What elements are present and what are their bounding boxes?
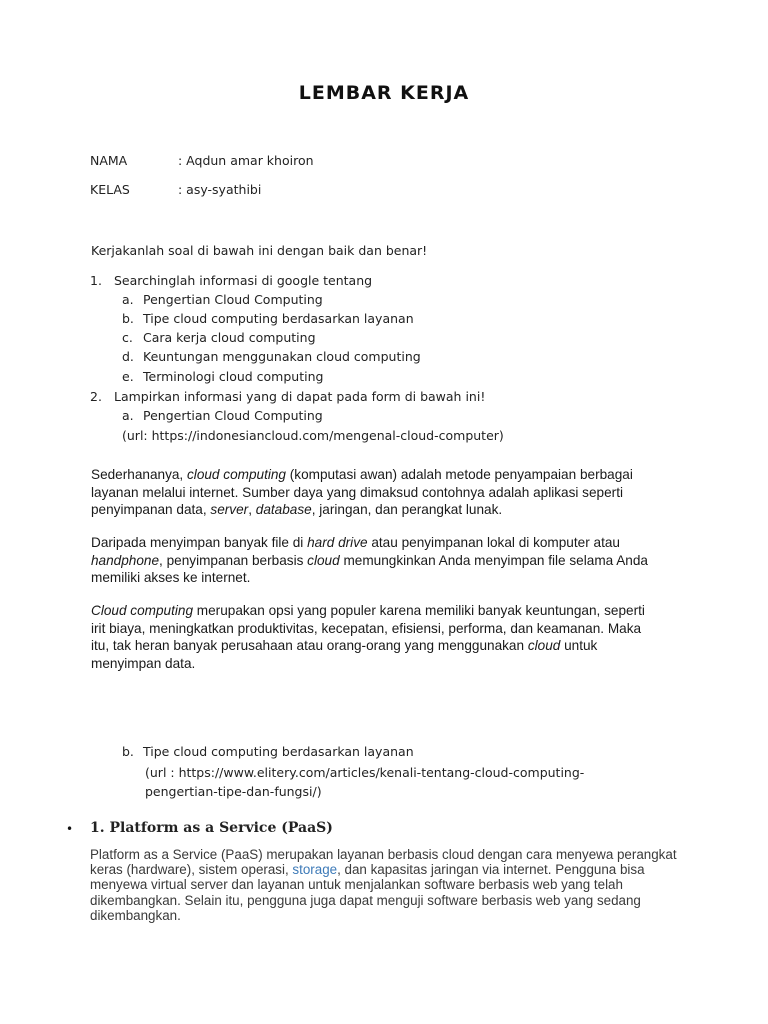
source-url: (url : https://www.elitery.com/articles/kenali-tentang-cloud-computing- <box>145 765 585 780</box>
question-1-text: Searchinglah informasi di google tentang <box>114 273 373 288</box>
paas-paragraph: Platform as a Service (PaaS) merupakan layanan berbasis cloud dengan cara menyewa perangkat keras (hardware), sistem operasi, storage, dan kapasitas jaringan via internet. Pengguna bisa menyewa virtual server dan layanan untuk menjalankan software berbasis web yang telah dikembangkan. Selain itu, pengguna juga dapat menguji software berbasis web yang sedang dikembangkan. <box>90 847 677 923</box>
instruction-text: Kerjakanlah soal di bawah ini dengan baik dan benar! <box>91 243 428 258</box>
kelas-row <box>90 182 261 197</box>
paragraph-3: Cloud computing merupakan opsi yang populer karena memiliki banyak keuntungan, seperti irit biaya, meningkatkan produktivitas, kecepatan, efisiensi, performa, dan keamanan. Maka itu, tak heran banyak perusahaan atau orang-orang yang menggunakan cloud untuk menyimpan data. <box>91 603 645 671</box>
source-url: (url: https://indonesiancloud.com/mengenal-cloud-computer) <box>122 428 504 443</box>
list-item: e. Terminologi cloud computing <box>122 369 324 384</box>
list-item: b. Tipe cloud computing berdasarkan layanan <box>122 311 414 326</box>
question-1-number: 1. <box>90 273 102 288</box>
list-item: c. Cara kerja cloud computing <box>122 330 316 345</box>
question-2-text: Lampirkan informasi yang di dapat pada form di bawah ini! <box>114 389 486 404</box>
paragraph-1: Sederhananya, cloud computing (komputasi awan) adalah metode penyampaian berbagai layanan melalui internet. Sumber daya yang dimaksud contohnya adalah aplikasi seperti penyimpanan data, server, database, jaringan, dan perangkat lunak. <box>91 467 633 517</box>
list-item: a. Pengertian Cloud Computing <box>122 408 323 423</box>
bullet-icon: • <box>66 822 74 836</box>
source-url: pengertian-tipe-dan-fungsi/) <box>145 784 322 799</box>
question-2-number: 2. <box>90 389 102 404</box>
kelas-label: KELAS <box>90 182 130 197</box>
question-2 <box>90 389 485 404</box>
section-b: b. Tipe cloud computing berdasarkan layanan <box>122 744 414 759</box>
list-item: d. Keuntungan menggunakan cloud computing <box>122 349 421 364</box>
kelas-value: : asy-syathibi <box>178 182 262 197</box>
list-item: a. Pengertian Cloud Computing <box>122 292 323 307</box>
nama-label: NAMA <box>90 153 128 168</box>
question-1 <box>90 273 372 288</box>
storage-link[interactable]: storage <box>292 862 338 878</box>
nama-row <box>90 153 314 168</box>
paragraph-2: Daripada menyimpan banyak file di hard drive atau penyimpanan lokal di komputer atau handphone, penyimpanan berbasis cloud memungkinkan Anda menyimpan file selama Anda memiliki akses ke internet. <box>91 535 648 585</box>
page-title: LEMBAR KERJA <box>298 82 470 104</box>
paas-heading: 1. Platform as a Service (PaaS) <box>90 820 333 836</box>
nama-value: : Aqdun amar khoiron <box>178 153 314 168</box>
